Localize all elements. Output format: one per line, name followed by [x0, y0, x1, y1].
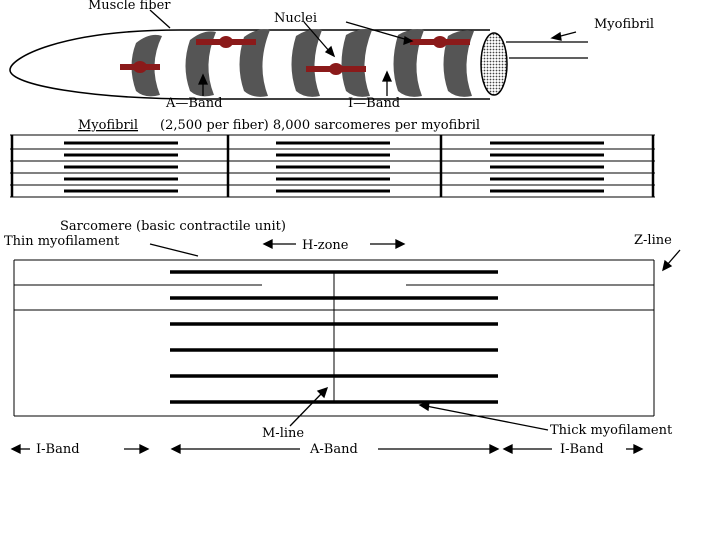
- sarcomere-frame: [14, 260, 654, 416]
- sarcomere-arrows: [150, 240, 680, 270]
- i-band-right-label: I-Band: [560, 442, 604, 457]
- sarcomere-bottom-leaders: [290, 388, 548, 430]
- nuclei-label: Nuclei: [274, 11, 318, 26]
- myofibril-caption-main: Myofibril: [78, 118, 139, 133]
- sarcomere-section: [4, 219, 680, 457]
- thick-myofilament-label: Thick myofilament: [550, 423, 673, 438]
- myofibril-label: Myofibril: [594, 17, 655, 32]
- myofibril-caption-rest: (2,500 per fiber) 8,000 sarcomeres per myofibril: [160, 118, 481, 133]
- i-band-left-label: I-Band: [36, 442, 80, 457]
- muscle-fiber-label: Muscle fiber: [88, 0, 171, 13]
- h-zone-label: H-zone: [302, 238, 349, 253]
- fiber-leader-lines: [150, 10, 588, 96]
- muscle-fiber-drawing: [10, 0, 654, 111]
- a-band-bottom-label: A-Band: [310, 442, 358, 457]
- z-line-label: Z-line: [634, 233, 672, 248]
- i-band-label: I—Band: [348, 96, 401, 111]
- myofibril-section: [10, 118, 655, 197]
- myofibril-cross-section: [481, 33, 507, 95]
- sarcomere-title: Sarcomere (basic contractile unit): [60, 219, 286, 234]
- thin-myofilament-label: Thin myofilament: [4, 234, 120, 249]
- a-band-label: A—Band: [166, 96, 223, 111]
- myofibril-thick-filaments: [64, 143, 604, 191]
- m-line-label: M-line: [262, 426, 305, 441]
